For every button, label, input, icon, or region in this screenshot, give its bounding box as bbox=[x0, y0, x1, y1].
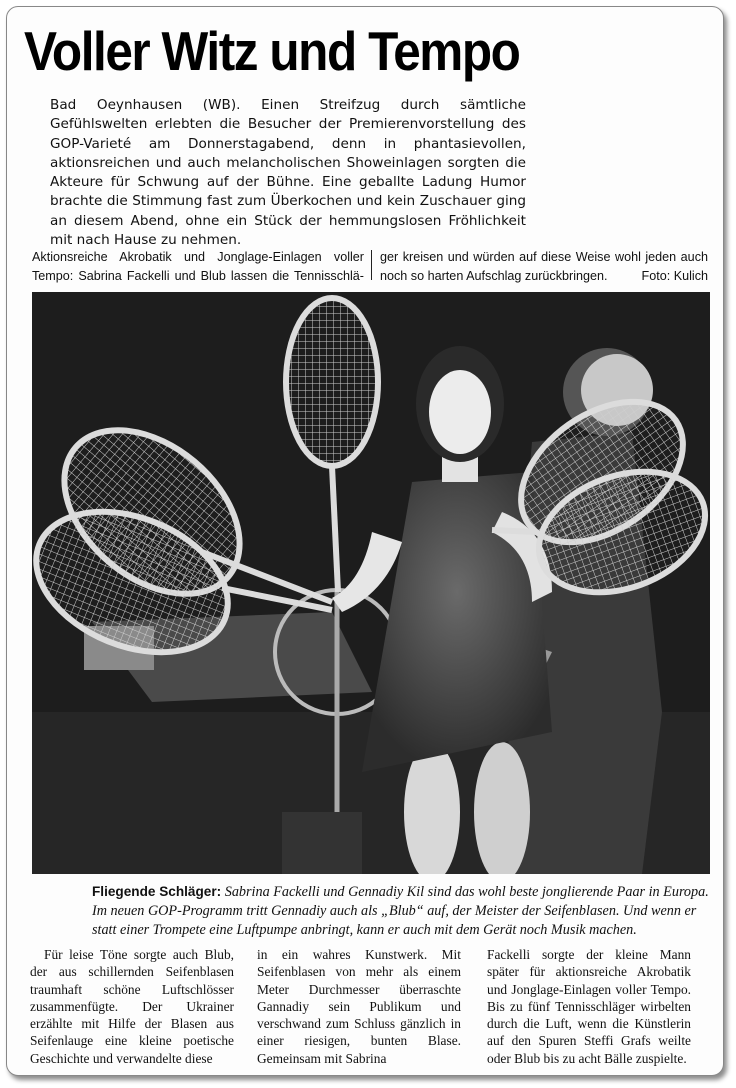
body-column-1 bbox=[30, 946, 234, 1067]
caption-text: Sabrina Fackelli und Gennadiy Kil sind das wohl beste jonglierende Paar in Europa. Im neuen GOP-Programm tritt Gennadiy auch als „Blub“ auf, der Meister der Seifenblasen. Und wenn er statt einer Trompete eine Luftpumpe anbringt, kann er auch mit dem Gerät noch Musik machen. bbox=[92, 884, 709, 938]
lead-text: Bad Oeynhausen (WB). Einen Streifzug durch sämtliche Gefühlswelten erlebten die Besucher der Premierenvorstellung des GOP-Varieté am Donnerstagabend, denn in phantasievollen, aktionsreichen und auch melancholischen Showeinlagen sorgten die Akteure für Schwung auf der Bühne. Eine geballte Ladung Humor brachte die Stimmung fast zum Überkochen und kein Zuschauer ging an diesem Abend, ohne ein Stück der hemmungslosen Fröhlichkeit mit nach Hause zu nehmen. bbox=[50, 97, 526, 249]
lead-paragraph bbox=[50, 96, 526, 250]
body-column-2 bbox=[257, 946, 461, 1067]
photo-caption-top-right bbox=[380, 248, 708, 286]
caption-divider bbox=[371, 250, 372, 280]
body-column-1-text: Für leise Töne sorgte auch Blub, der aus schillernden Seifenblasen traumhaft schöne Luftschlösser zusammenfügte. Der Ukrainer erzählte mit Hilfe der Blasen aus Seifenlauge eine kleine poetische Geschichte und verwandelte diese bbox=[30, 947, 234, 1066]
caption-label: Fliegende Schläger: bbox=[92, 884, 222, 899]
body-column-3 bbox=[487, 946, 691, 1067]
photo-credit: Foto: Kulich bbox=[641, 268, 708, 283]
performance-photo-illustration bbox=[32, 292, 710, 874]
performance-photo bbox=[32, 292, 710, 874]
photo-caption-top-left bbox=[32, 248, 364, 286]
body-column-2-text: in ein wahres Kunstwerk. Mit Seifenblasen von mehr als einem Meter Durchmesser überraschte Gannadiy sein Publikum und verschwand zum Schluss gänzlich in einer riesigen, bunten Blase. Gemeinsam mit Sabrina bbox=[257, 947, 461, 1066]
body-column-3-text: Fackelli sorgte der kleine Mann später für aktionsreiche Akrobatik und Jonglage-Einlagen voller Tempo. Bis zu fünf Tennisschläger wirbelten durch die Luft, wenn die Künstlerin auf den Spuren Steffi Grafs weilte oder Blub bis zu acht Bälle zuspielte. bbox=[487, 947, 691, 1066]
headline: Voller Witz und Tempo bbox=[24, 20, 520, 82]
caption-right-text: noch so harten Aufschlag zurückbringen. bbox=[380, 268, 608, 283]
caption-right-line-1: ger kreisen und würden auf diese Weise wohl jeden auch bbox=[380, 250, 708, 264]
caption-right-line-2 bbox=[380, 267, 708, 286]
photo-caption-bottom bbox=[92, 882, 712, 940]
caption-left-line-1: Aktionsreiche Akrobatik und Jonglage-Einlagen voller bbox=[32, 250, 364, 264]
caption-left-line-2: Tempo: Sabrina Fackelli und Blub lassen die Tennisschlä- bbox=[32, 268, 364, 283]
